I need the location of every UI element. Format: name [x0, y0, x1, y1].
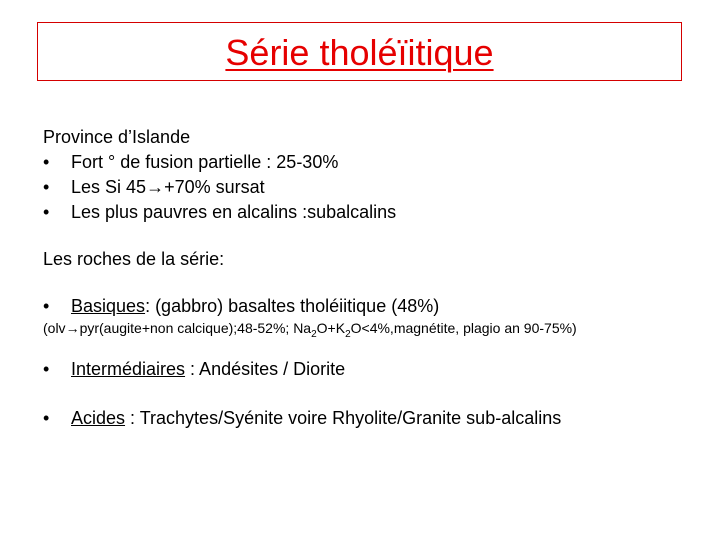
arrow-right-icon: → — [146, 177, 165, 197]
bullet-icon: • — [43, 202, 50, 222]
title-box — [37, 22, 682, 81]
province-heading: Province d’Islande — [43, 127, 191, 147]
roches-intermediaires: • Intermédiaires : Andésites / Diorite — [43, 359, 346, 379]
bullet-icon: • — [43, 296, 50, 316]
basiques-label: Basiques — [71, 296, 146, 316]
bullet-icon: • — [43, 408, 50, 428]
intermediaires-label: Intermédiaires — [71, 359, 186, 379]
province-item-3: • Les plus pauvres en alcalins :subalcalins — [43, 202, 397, 222]
bullet-icon: • — [43, 359, 50, 379]
roches-heading: Les roches de la série: — [43, 249, 225, 269]
province-item-2: • Les Si 45→+70% sursat — [43, 177, 265, 197]
roches-basiques: • Basiques: (gabbro) basaltes tholéiitique (48%) — [43, 296, 440, 316]
bullet-icon: • — [43, 152, 50, 172]
province-item-1: • Fort ° de fusion partielle : 25-30% — [43, 152, 339, 172]
roches-acides: • Acides : Trachytes/Syénite voire Rhyolite/Granite sub-alcalins — [43, 408, 562, 428]
basiques-detail: (olv→pyr(augite+non calcique);48-52%; $Na_2O+K_2O<4\%,magnétite$, plagio an 90-75%) — [43, 320, 577, 340]
slide-title: Série tholéïitique — [225, 32, 494, 73]
acides-label: Acides — [71, 408, 126, 428]
arrow-right-icon: → — [65, 320, 80, 336]
bullet-icon: • — [43, 177, 50, 197]
